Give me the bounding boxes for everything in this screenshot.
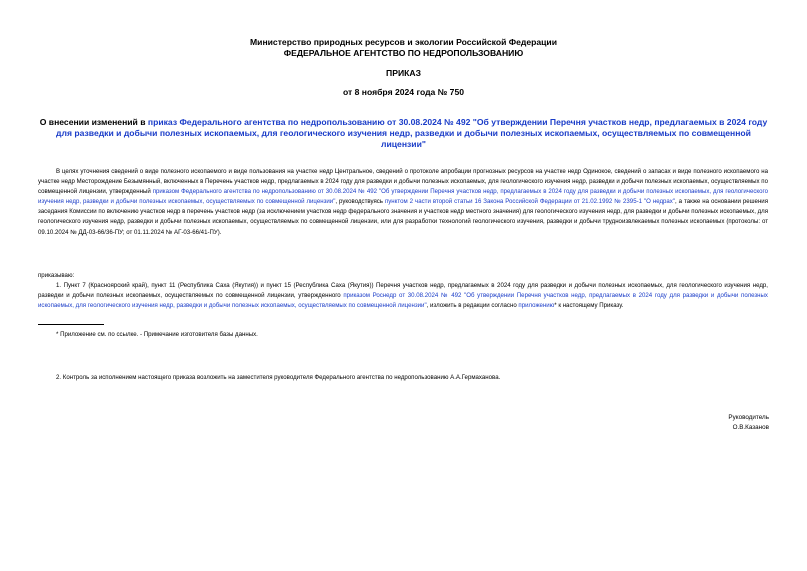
preamble-text-1: В целях уточнения сведений о виде полезного ископаемого и виде пользования на участке недр Центральное, сведений о протоколе апробации прогнозных ресурсов на участке недр Одинокое, сведений о запасах и виде полезного ископаемого на участке недр Месторождение Безымянный, включенных в Перечень участков недр, предлагаемых в 2024 году для разведки и добычи полезных ископаемых, для геологического изучения недр, разведки и добычи полезных ископаемых, осуществляемых по совмещенной лицензии, утвержденный: [38, 168, 768, 196]
preamble-paragraph: [38, 167, 768, 238]
signatory-role: Руководитель: [728, 414, 769, 421]
agency-name: ФЕДЕРАЛЬНОЕ АГЕНТСТВО ПО НЕДРОПОЛЬЗОВАНИЮ: [283, 48, 524, 58]
preamble-link-order-492[interactable]: приказом Федерального агентства по недропользованию от 30.08.2024 № 492 "Об утверждении Перечня участков недр, предлагаемых в 2024 году для разведки и добычи полезных ископаемых, для геологического изучения недр, разведки и добычи полезных ископаемых, осуществляемых по совмещенной лицензии": [38, 188, 768, 206]
signatory-name: О.В.Казанов: [732, 424, 769, 431]
item-1-paragraph: [38, 281, 768, 311]
document-date-number: от 8 ноября 2024 года № 750: [342, 87, 465, 97]
item-1-text-2: , изложить в редакции согласно: [426, 302, 519, 310]
item-1-link-order-492[interactable]: приказом Роснедр от 30.08.2024 № 492 "Об утверждении Перечня участков недр, предлагаемых в 2024 году для разведки и добычи полезных ископаемых, для геологического изучения недр, разведки и добычи полезных ископаемых, осуществляемых по совмещенной лицензии": [38, 292, 768, 310]
title-link[interactable]: приказ Федерального агентства по недропользованию от 30.08.2024 № 492 "Об утверждении Перечня участков недр, предлагаемых в 2024 году для разведки и добычи полезных ископаемых, для геологического изучения недр, разведки и добычи полезных ископаемых, осуществляемых по совмещенной лицензии": [56, 117, 768, 149]
order-word: приказываю:: [38, 272, 75, 279]
document-title: [36, 117, 771, 150]
document-type: ПРИКАЗ: [386, 68, 421, 78]
title-prefix: О внесении изменений в: [39, 117, 148, 127]
footnote-divider: [38, 324, 104, 325]
footnote: * Приложение см. по ссылке. - Примечание изготовителя базы данных.: [56, 331, 258, 338]
item-1-text-3: * к настоящему Приказу.: [554, 302, 624, 310]
preamble-link-law-on-subsoil[interactable]: пунктом 2 части второй статьи 16 Закона Российской Федерации от 21.02.1992 № 2395-1 "О недрах": [384, 198, 676, 206]
item-1-link-appendix[interactable]: приложению: [518, 302, 555, 310]
preamble-text-3: , а также на основании решения заседания Комиссии по включению участков недр в перечень участков недр (за исключением участков недр федерального значения и участков недр местного значения) для геологического изучения недр, для разведки и добычи полезных ископаемых, для геологического изучения недр, разведки и добычи полезных ископаемых, осуществляемых по совмещенной лицензии, или для разработки технологий геологического изучения, разведки и добычи трудноизвлекаемых полезных ископаемых (протоколы: от 09.10.2024 № ДД-03-66/36-ПУ; от 01.11.2024 № АГ-03-66/41-ПУ).: [38, 198, 769, 236]
preamble-text-2: , руководствуясь: [335, 198, 385, 206]
ministry-name: Министерство природных ресурсов и экологии Российской Федерации: [250, 37, 557, 47]
item-2-paragraph: 2. Контроль за исполнением настоящего приказа возложить на заместителя руководителя Федерального агентства по недропользованию А.А.Гермаханова.: [56, 374, 501, 381]
item-1-text-1: 1. Пункт 7 (Красноярский край), пункт 11 (Республика Саха (Якутия)) и пункт 15 (Республика Саха (Якутия)) Перечня участков недр, предлагаемых в 2024 году для разведки и добычи полезных ископаемых, для геологического изучения недр, разведки и добычи полезных ископаемых, осуществляемых по совмещенной лицензии, утвержденного: [38, 282, 768, 300]
